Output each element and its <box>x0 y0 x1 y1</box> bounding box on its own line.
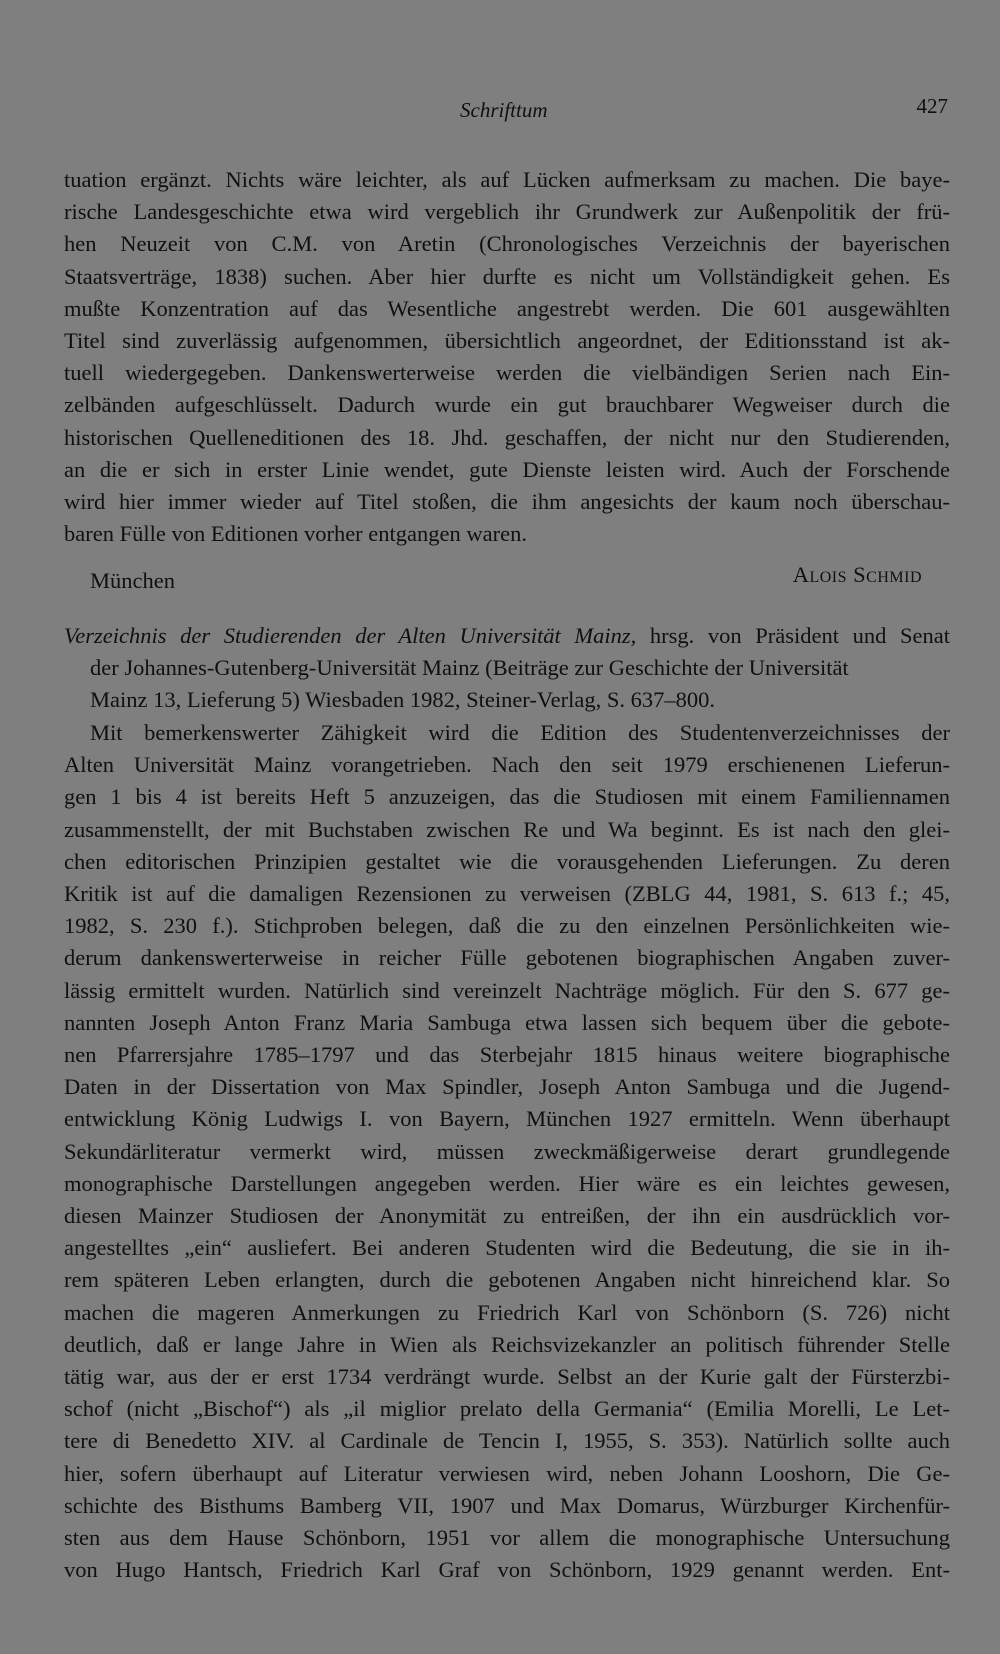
review-1-signature <box>64 562 924 600</box>
running-title: Schrifttum <box>460 98 548 122</box>
text-line: nannten Joseph Anton Franz Maria Sambuga etwa lassen sich bequem über die gebote- <box>64 1009 950 1035</box>
text-line: gen 1 bis 4 ist bereits Heft 5 anzuzeigen, das die Studiosen mit einem Familiennamen <box>64 784 950 810</box>
book-title: Verzeichnis der Studierenden der Alten Universität Mainz, <box>64 623 637 648</box>
text-line: rem späteren Leben erlangten, durch die gebotenen Angaben nicht hinreichend klar. So <box>64 1267 950 1293</box>
text-line: tätig war, aus der er erst 1734 verdrängt wurde. Selbst an der Kurie galt der Fürsterzbi- <box>64 1364 950 1390</box>
page-number: 427 <box>916 94 948 118</box>
text-line: zusammenstellt, der mit Buchstaben zwischen Re und Wa beginnt. Es ist nach den glei- <box>64 816 950 842</box>
text-line: Alten Universität Mainz vorangetrieben. Nach den seit 1979 erschienenen Lieferun- <box>64 752 950 778</box>
citation-details: hrsg. von Präsident und Senat <box>636 623 950 648</box>
text-line: baren Fülle von Editionen vorher entgangen waren. <box>64 521 527 547</box>
text-line: Mit bemerkenswerter Zähigkeit wird die Edition des Studentenverzeichnisses der <box>90 720 950 745</box>
text-line: tuation ergänzt. Nichts wäre leichter, als auf Lücken aufmerksam zu machen. Die baye- <box>64 167 950 192</box>
citation-line <box>64 620 950 652</box>
text-line: an die er sich in erster Linie wendet, gute Dienste leisten wird. Auch der Forschende <box>64 456 950 482</box>
text-line: wird hier immer wieder auf Titel stoßen, die ihm angesichts der kaum noch überschau- <box>64 489 950 515</box>
text-line: historischen Quelleneditionen des 18. Jhd. geschaffen, der nicht nur den Studierenden, <box>64 424 950 450</box>
review-1-body <box>64 164 950 550</box>
text-line: derum dankenswerterweise in reicher Fülle gebotenen biographischen Angaben zuver- <box>64 945 950 971</box>
review-2-citation <box>64 620 950 717</box>
text-line: diesen Mainzer Studiosen der Anonymität zu entreißen, der ihn ein ausdrücklich vor- <box>64 1203 950 1229</box>
text-line: machen die mageren Anmerkungen zu Friedrich Karl von Schönborn (S. 726) nicht <box>64 1299 950 1325</box>
text-line: Staatsverträge, 1838) suchen. Aber hier durfte es nicht um Vollständigkeit gehen. Es <box>64 263 950 289</box>
text-line: Daten in der Dissertation von Max Spindler, Joseph Anton Sambuga und die Jugend- <box>64 1074 950 1100</box>
running-head <box>0 94 1000 128</box>
signature-author: Alois Schmid <box>792 562 922 587</box>
text-line: schof (nicht „Bischof“) als „il miglior prelato della Germania“ (Emilia Morelli, Le Let- <box>64 1396 950 1422</box>
citation-line: der Johannes-Gutenberg-Universität Mainz (Beiträge zur Geschichte der Universität <box>90 655 849 681</box>
text-line: 1982, S. 230 f.). Stichproben belegen, daß die zu den einzelnen Persönlichkeiten wie- <box>64 913 950 939</box>
text-line: chen editorischen Prinzipien gestaltet wie die vorausgehenden Lieferungen. Zu deren <box>64 848 950 874</box>
review-2-body <box>64 717 950 1586</box>
text-line: rische Landesgeschichte etwa wird vergeblich ihr Grundwerk zur Außenpolitik der frü- <box>64 199 950 225</box>
text-line: Sekundärliteratur vermerkt wird, müssen zweckmäßigerweise derart grundlegende <box>64 1138 950 1164</box>
text-line: deutlich, daß er lange Jahre in Wien als Reichsvizekanzler an politisch führender Stelle <box>64 1331 950 1357</box>
text-line: entwicklung König Ludwigs I. von Bayern, München 1927 ermitteln. Wenn überhaupt <box>64 1106 950 1132</box>
text-line: lässig ermittelt wurden. Natürlich sind vereinzelt Nachträge möglich. Für den S. 677 ge- <box>64 977 950 1003</box>
text-line: von Hugo Hantsch, Friedrich Karl Graf von Schönborn, 1929 genannt werden. Ent- <box>64 1557 950 1583</box>
text-line: tuell wiedergegeben. Dankenswerterweise werden die vielbändigen Serien nach Ein- <box>64 360 950 386</box>
text-line: hen Neuzeit von C.M. von Aretin (Chronologisches Verzeichnis der bayerischen <box>64 231 950 257</box>
citation-line: Mainz 13, Lieferung 5) Wiesbaden 1982, Steiner-Verlag, S. 637–800. <box>90 687 715 713</box>
text-line: zelbänden aufgeschlüsselt. Dadurch wurde ein gut brauchbarer Wegweiser durch die <box>64 392 950 418</box>
text-line: monographische Darstellungen angegeben werden. Hier wäre es ein leichtes gewesen, <box>64 1170 950 1196</box>
text-line: schichte des Bisthums Bamberg VII, 1907 und Max Domarus, Würzburger Kirchenfür- <box>64 1492 950 1518</box>
text-line: mußte Konzentration auf das Wesentliche angestrebt werden. Die 601 ausgewählten <box>64 295 950 321</box>
text-line: angestelltes „ein“ ausliefert. Bei anderen Studenten wird die Bedeutung, die sie in ih- <box>64 1235 950 1261</box>
text-line: Kritik ist auf die damaligen Rezensionen zu verweisen (ZBLG 44, 1981, S. 613 f.; 45, <box>64 881 950 907</box>
text-line: hier, sofern überhaupt auf Literatur verwiesen wird, neben Johann Looshorn, Die Ge- <box>64 1460 950 1486</box>
text-line: nen Pfarrersjahre 1785–1797 und das Sterbejahr 1815 hinaus weitere biographische <box>64 1042 950 1068</box>
text-line: sten aus dem Hause Schönborn, 1951 vor allem die monographische Untersuchung <box>64 1525 950 1551</box>
text-line: Titel sind zuverlässig aufgenommen, übersichtlich angeordnet, der Editionsstand ist ak- <box>64 328 950 354</box>
signature-place: München <box>90 568 175 593</box>
text-line: tere di Benedetto XIV. al Cardinale de Tencin I, 1955, S. 353). Natürlich sollte auch <box>64 1428 950 1454</box>
